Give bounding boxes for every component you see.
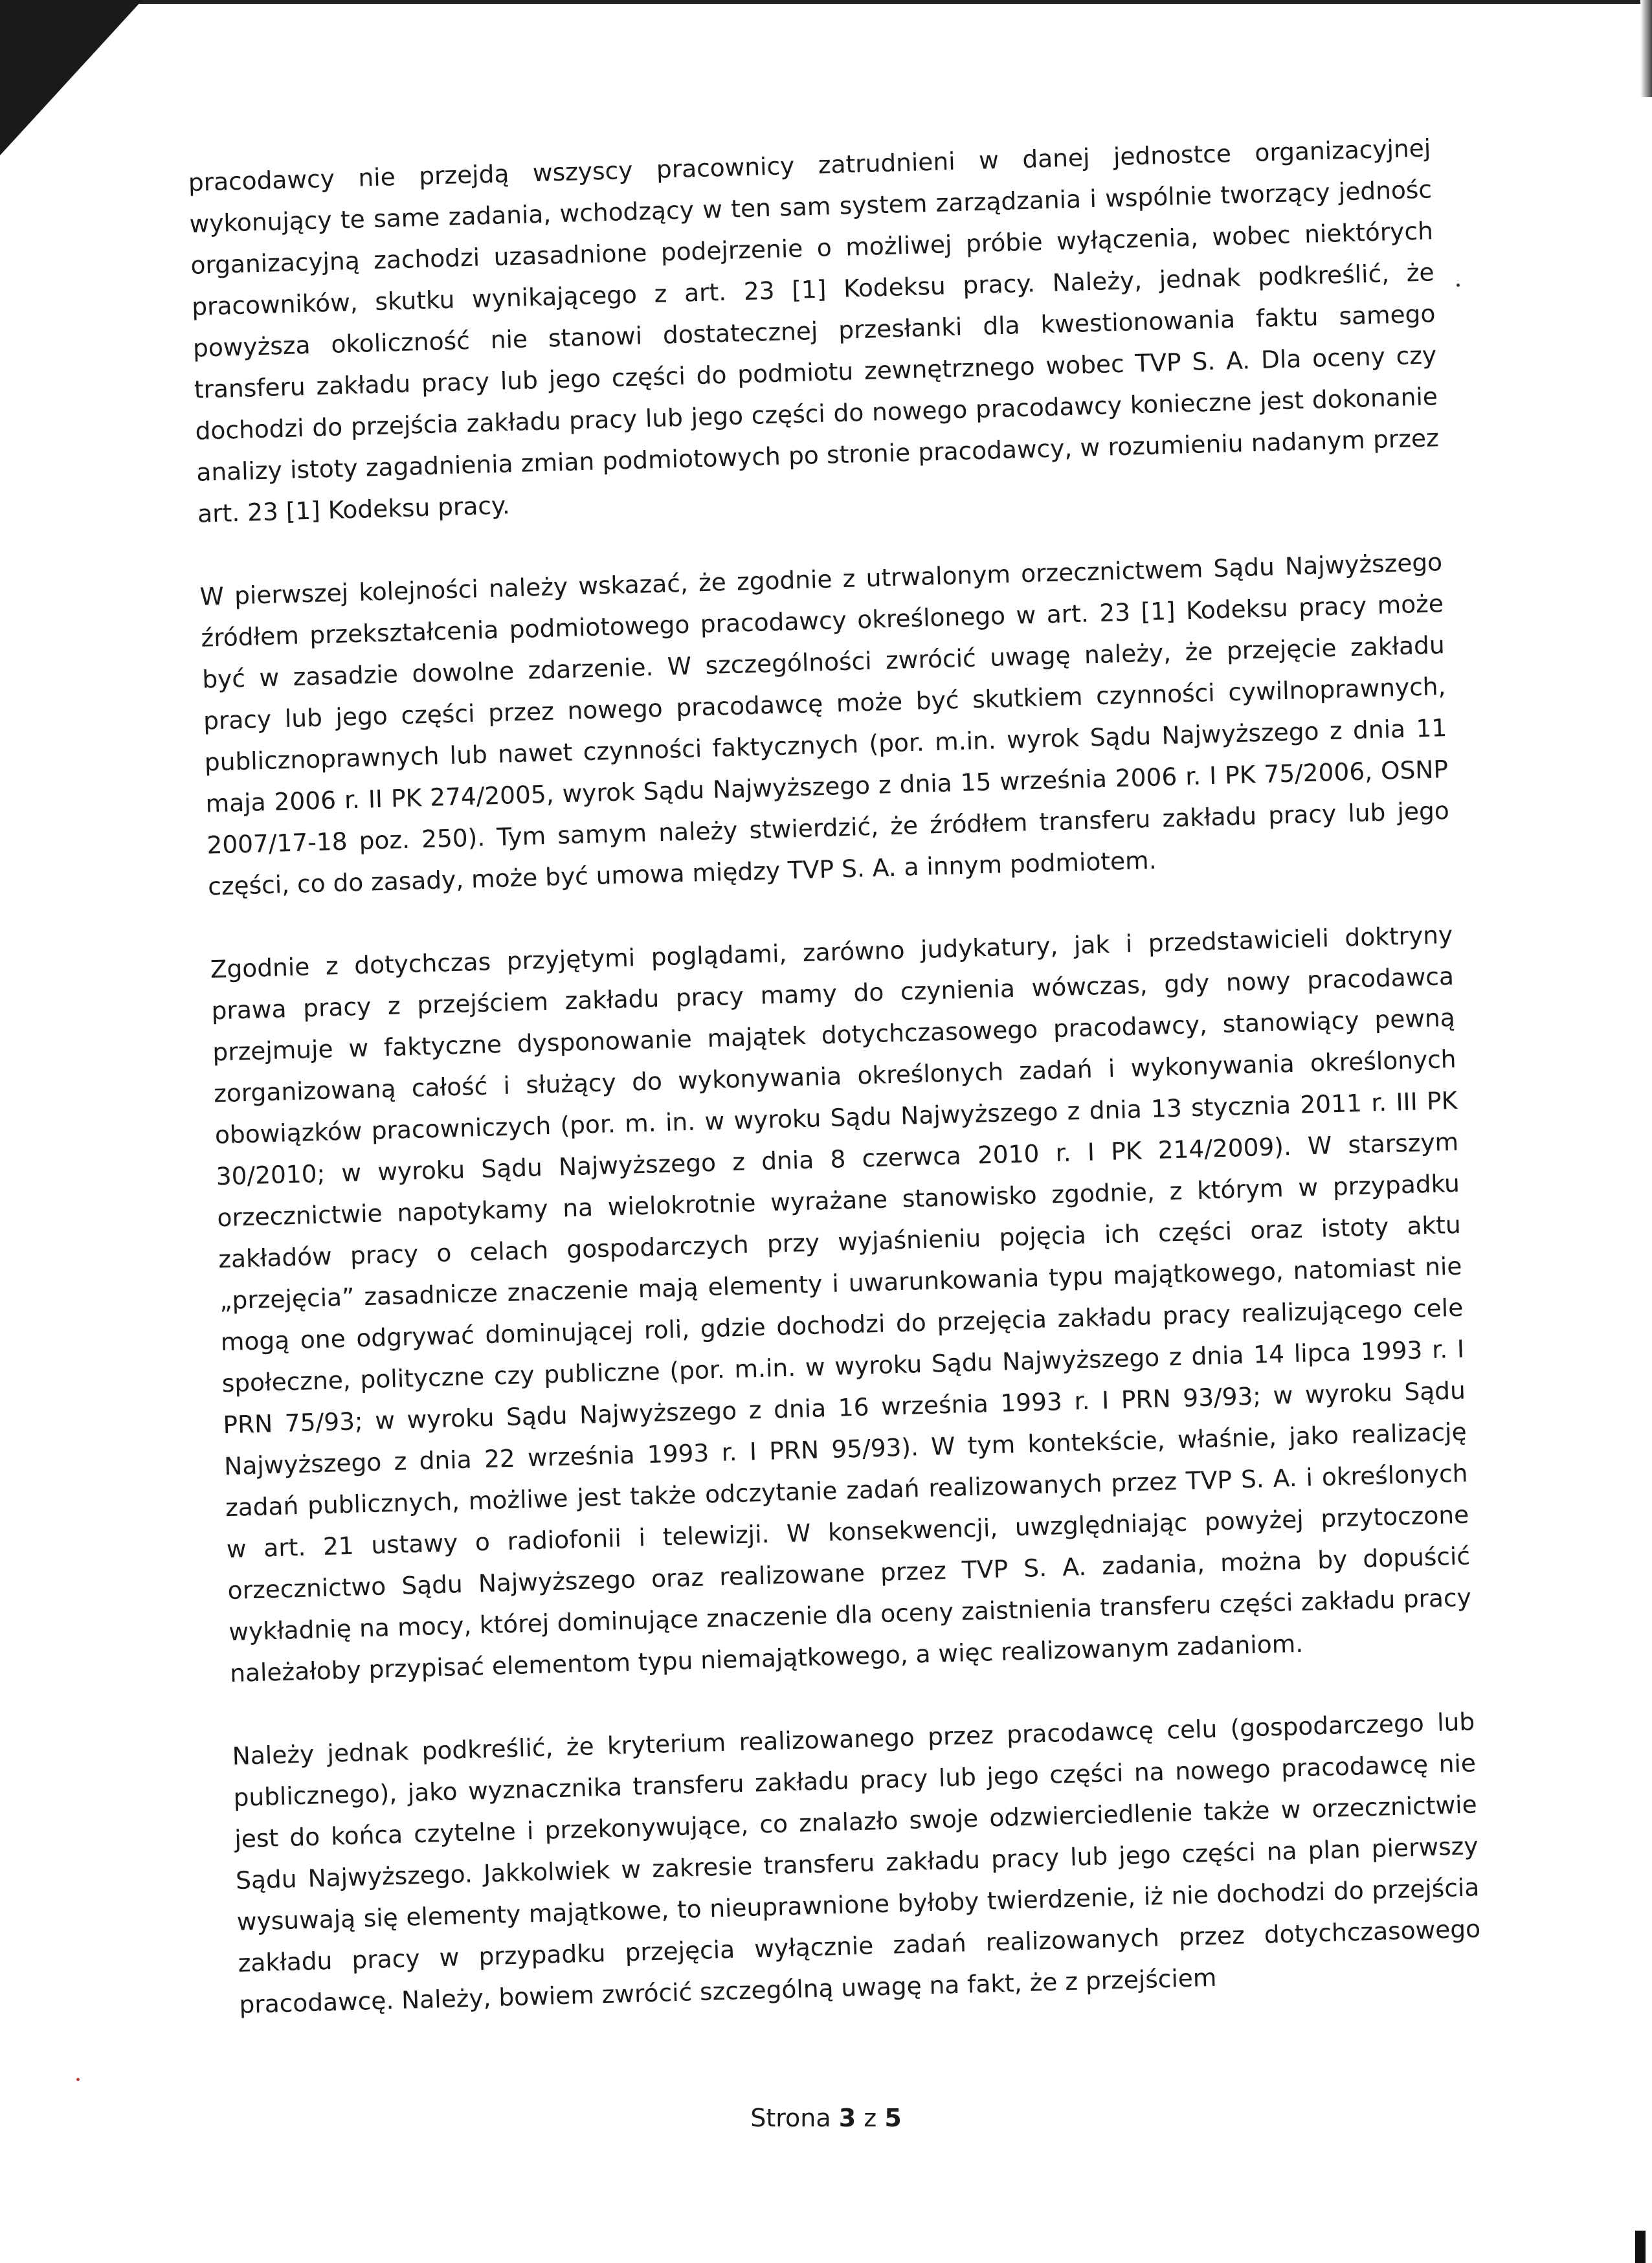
scan-top-edge [0,0,1652,4]
paragraph: Zgodnie z dotychczas przyjętymi poglądami, zarówno judykatury, jak i przedstawicieli doktryny prawa pracy z przejściem zakładu pracy mamy do czynienia wówczas, gdy nowy pracodawca przejmuje w faktyczne dysponowanie majątek dotychczasowego pracodawcy, stanowiący pewną zorganizowaną całość i służący do wykonywania określonych zadań i wykonywania określonych obowiązków pracowniczych (por. m. in. w wyroku Sądu Najwyższego z dnia 13 stycznia 2011 r. III PK 30/2010; w wyroku Sądu Najwyższego z dnia 8 czerwca 2010 r. I PK 214/2009). W starszym orzecznictwie napotykamy na wielokrotnie wyrażane stanowisko zgodnie, z którym w przypadku zakładów pracy o celach gospodarczych przy wyjaśnieniu pojęcia ich części oraz istoty aktu „przejęcia” zasadnicze znaczenie mają elementy i uwarunkowania typu majątkowego, natomiast nie mogą one odgrywać dominującej roli, gdzie dochodzi do przejęcia zakładu pracy realizującego cele społeczne, polityczne czy publiczne (por. m.in. w wyroku Sądu Najwyższego z dnia 14 lipca 1993 r. I PRN 75/93; w wyroku Sądu Najwyższego z dnia 16 września 1993 r. I PRN 93/93; w wyroku Sądu Najwyższego z dnia 22 września 1993 r. I PRN 95/93). W tym kontekście, właśnie, jako realizację zadań publicznych, możliwe jest także odczytanie zadań realizowanych przez TVP S. A. i określonych w art. 21 ustawy o radiofonii i telewizji. W konsekwencji, uwzględniając powyżej przytoczone orzecznictwo Sądu Najwyższego oraz realizowane przez TVP S. A. zadania, można by dopuścić wykładnię na mocy, której dominujące znaczenie dla oceny zaistnienia transferu części zakładu pracy należałoby przypisać elementom typu niemajątkowego, a więc realizowanym zadaniom. [210,920,1472,1688]
total-pages-number: 5 [884,2104,902,2132]
scan-speck [76,2078,80,2081]
paragraph: pracodawcy nie przejdą wszyscy pracownicy zatrudnieni w danej jednostce organizacyjnej wykonujący te same zadania, wchodzący w ten sam system zarządzania i wspólnie tworzący jednośc organizacyjną zachodzi uzasadnione podejrzenie o możliwej próbie wyłączenia, wobec niektórych pracowników, skutku wynikającego z art. 23 [1] Kodeksu pracy. Należy, jednak podkreślić, że powyższa okoliczność nie stanowi dostatecznej przesłanki dla kwestionowania faktu samego transferu zakładu pracy lub jego części do podmiotu zewnętrznego wobec TVP S. A. Dla oceny czy dochodzi do przejścia zakładu pracy lub jego części do nowego pracodawcy konieczne jest dokonanie analizy istoty zagadnienia zmian podmiotowych po stronie pracodawcy, w rozumieniu nadanym przez art. 23 [1] Kodeksu pracy. [188,133,1440,528]
page-separator: z [864,2104,877,2132]
paragraph: Należy jednak podkreślić, że kryterium realizowanego przez pracodawcę celu (gospodarczego lub publicznego), jako wyznacznika transferu zakładu pracy lub jego części na nowego pracodawcę nie jest do końca czytelne i przekonywujące, co znalazło swoje odzwierciedlenie także w orzecznictwie Sądu Najwyższego. Jakkolwiek w zakresie transferu zakładu pracy lub jego części na plan pierwszy wysuwają się elementy majątkowe, to nieuprawnione byłoby twierdzenie, iż nie dochodzi do przejścia zakładu pracy w przypadku przejęcia wyłącznie zadań realizowanych przez dotychczasowego pracodawcę. Należy, bowiem zwrócić szczególną uwagę na fakt, że z przejściem [232,1707,1481,2019]
scan-bottom-mark [1635,2231,1646,2263]
page-label: Strona [750,2104,831,2132]
scan-folded-corner [0,0,142,155]
scan-right-edge [1640,0,1652,97]
document-body [188,127,1484,2102]
scan-speck [1457,284,1460,287]
paragraph: W pierwszej kolejności należy wskazać, że zgodnie z utrwalonym orzecznictwem Sądu Najwyższego źródłem przekształcenia podmiotowego pracodawcy określonego w art. 23 [1] Kodeksu pracy może być w zasadzie dowolne zdarzenie. W szczególności zwrócić uwagę należy, że przejęcie zakładu pracy lub jego części przez nowego pracodawcę może być skutkiem czynności cywilnoprawnych, publicznoprawnych lub nawet czynności faktycznych (por. m.in. wyrok Sądu Najwyższego z dnia 11 maja 2006 r. II PK 274/2005, wyrok Sądu Najwyższego z dnia 15 września 2006 r. I PK 75/2006, OSNP 2007/17-18 poz. 250). Tym samym należy stwierdzić, że źródłem transferu zakładu pracy lub jego części, co do zasady, może być umowa między TVP S. A. a innym podmiotem. [199,548,1450,901]
page-number-footer [0,2104,1652,2132]
current-page-number: 3 [838,2104,856,2132]
